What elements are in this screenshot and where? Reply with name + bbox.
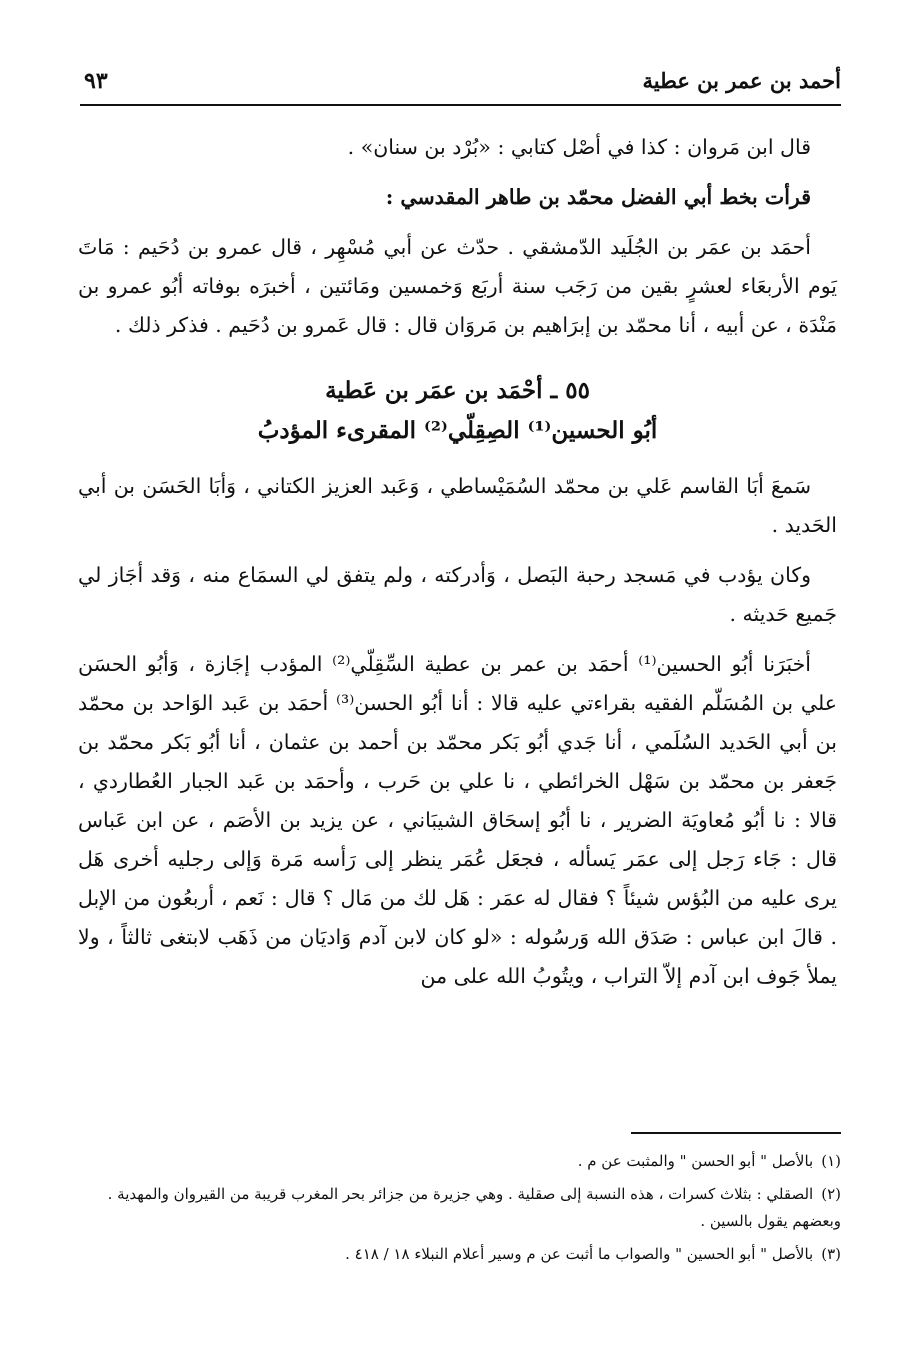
entry-subtitle: أبُو الحسين⁽¹⁾ الصِقِلّي⁽²⁾ المقرىء المؤدبُ xyxy=(257,417,658,444)
footnote-text: بالأصل " أبو الحسين " والصواب ما أثبت عن م وسير أعلام النبلاء ١٨ / ٤١٨ . xyxy=(345,1245,814,1263)
footnote-item xyxy=(82,1241,841,1268)
footnote-item xyxy=(82,1181,841,1235)
footnotes xyxy=(82,1132,841,1274)
footnote-text: بالأصل " أبو الحسن " والمثبت عن م . xyxy=(577,1152,814,1170)
main-text xyxy=(78,128,837,1007)
page-number: ٩٣ xyxy=(84,68,108,94)
paragraph-ahmad-ibn-al-julayd: أحمَد بن عمَر بن الجُلَيد الدّمشقي . حدّث عن أبي مُسْهِر ، قال عمرو بن دُحَيم : مَاتَ يَوم الأربعَاء لعشرٍ بقين من رَجَب سنة أربَع وَخمسين ومَائتين ، أخبرَه بوفاته أبُو عمرو بن مَنْدَة ، عن أبيه ، أنا محمّد بن إبرَاهيم بن مَروَان قال : قال عَمرو بن دُحَيم . فذكر ذلك . xyxy=(78,235,837,337)
running-title: أحمد بن عمر بن عطية xyxy=(642,68,841,93)
entry-title: ٥٥ ـ أحْمَد بن عمَر بن عَطية xyxy=(325,377,590,404)
footnote-number: (١) xyxy=(821,1152,841,1170)
paragraph-hadith-chain: أخبَرَنا أبُو الحسين⁽¹⁾ أحمَد بن عمر بن عطية السِّقِلّي⁽²⁾ المؤدب إجَازة ، وَأبُو الحسَن علي بن المُسَلّم الفقيه بقراءتي عليه قالا : أنا أبُو الحسن⁽³⁾ أحمَد بن عَبد الوَاحد بن محمّد بن أبي الحَديد السُلَمي ، أنا جَدي أبُو بَكر محمّد بن أحمد بن عثمان ، أنا أبُو بَكر محمّد بن جَعفر بن محمّد بن سَهْل الخرائطي ، نا علي بن حَرب ، وأحمَد بن عَبد الجبار العُطاردي ، قالا : نا أبُو مُعاويَة الضرير ، نا أبُو إسحَاق الشيبَاني ، عن يزيد بن الأصَم ، عن ابن عَباس قال : جَاء رَجل إلى عمَر يَسأله ، فجعَل عُمَر ينظر إلى رَأسه مَرة وَإلى رجليه أخرى هَل يرى عليه من البُؤس شيئاً ؟ فقال له عمَر : هَل لك من مَال ؟ قال : نَعم ، أربعُون من الإبل . قالَ ابن عباس : صَدَق الله وَرسُوله : «لو كان لابن آدم وَاديَان من ذَهَب لابتغى ثالثاً ، ولا يملأ جَوف ابن آدم إلاّ التراب ، ويتُوبُ الله على من xyxy=(78,652,837,988)
paragraph-teachers: سَمعَ أبَا القاسم عَلي بن محمّد السُمَيْساطي ، وَعَبد العزيز الكتاني ، وَأبَا الحَسَن بن أبي الحَديد . xyxy=(78,474,837,537)
footnote-number: (٣) xyxy=(821,1245,841,1263)
page-header xyxy=(80,62,841,106)
paragraph-ibn-marwan: قال ابن مَروان : كذا في أصْل كتابي : «بُرْد بن سنان» . xyxy=(347,135,811,159)
paragraph-mosque: وكان يؤدب في مَسجد رحبة البَصل ، وَأدركته ، ولم يتفق لي السمَاع منه ، وَقد أجَاز لي جَميع حَديثه . xyxy=(78,563,837,626)
footnote-divider xyxy=(631,1132,841,1134)
entry-heading xyxy=(78,371,837,451)
footnote-item xyxy=(82,1148,841,1175)
paragraph-reading-note: قرأت بخط أبي الفضل محمّد بن طاهر المقدسي : xyxy=(385,185,811,209)
footnote-number: (٢) xyxy=(821,1185,841,1203)
footnote-text: الصقلي : بثلاث كسرات ، هذه النسبة إلى صقلية . وهي جزيرة من جزائر بحر المغرب قريبة من القيروان والمهدية . وبعضهم يقول بالسين . xyxy=(107,1185,841,1230)
